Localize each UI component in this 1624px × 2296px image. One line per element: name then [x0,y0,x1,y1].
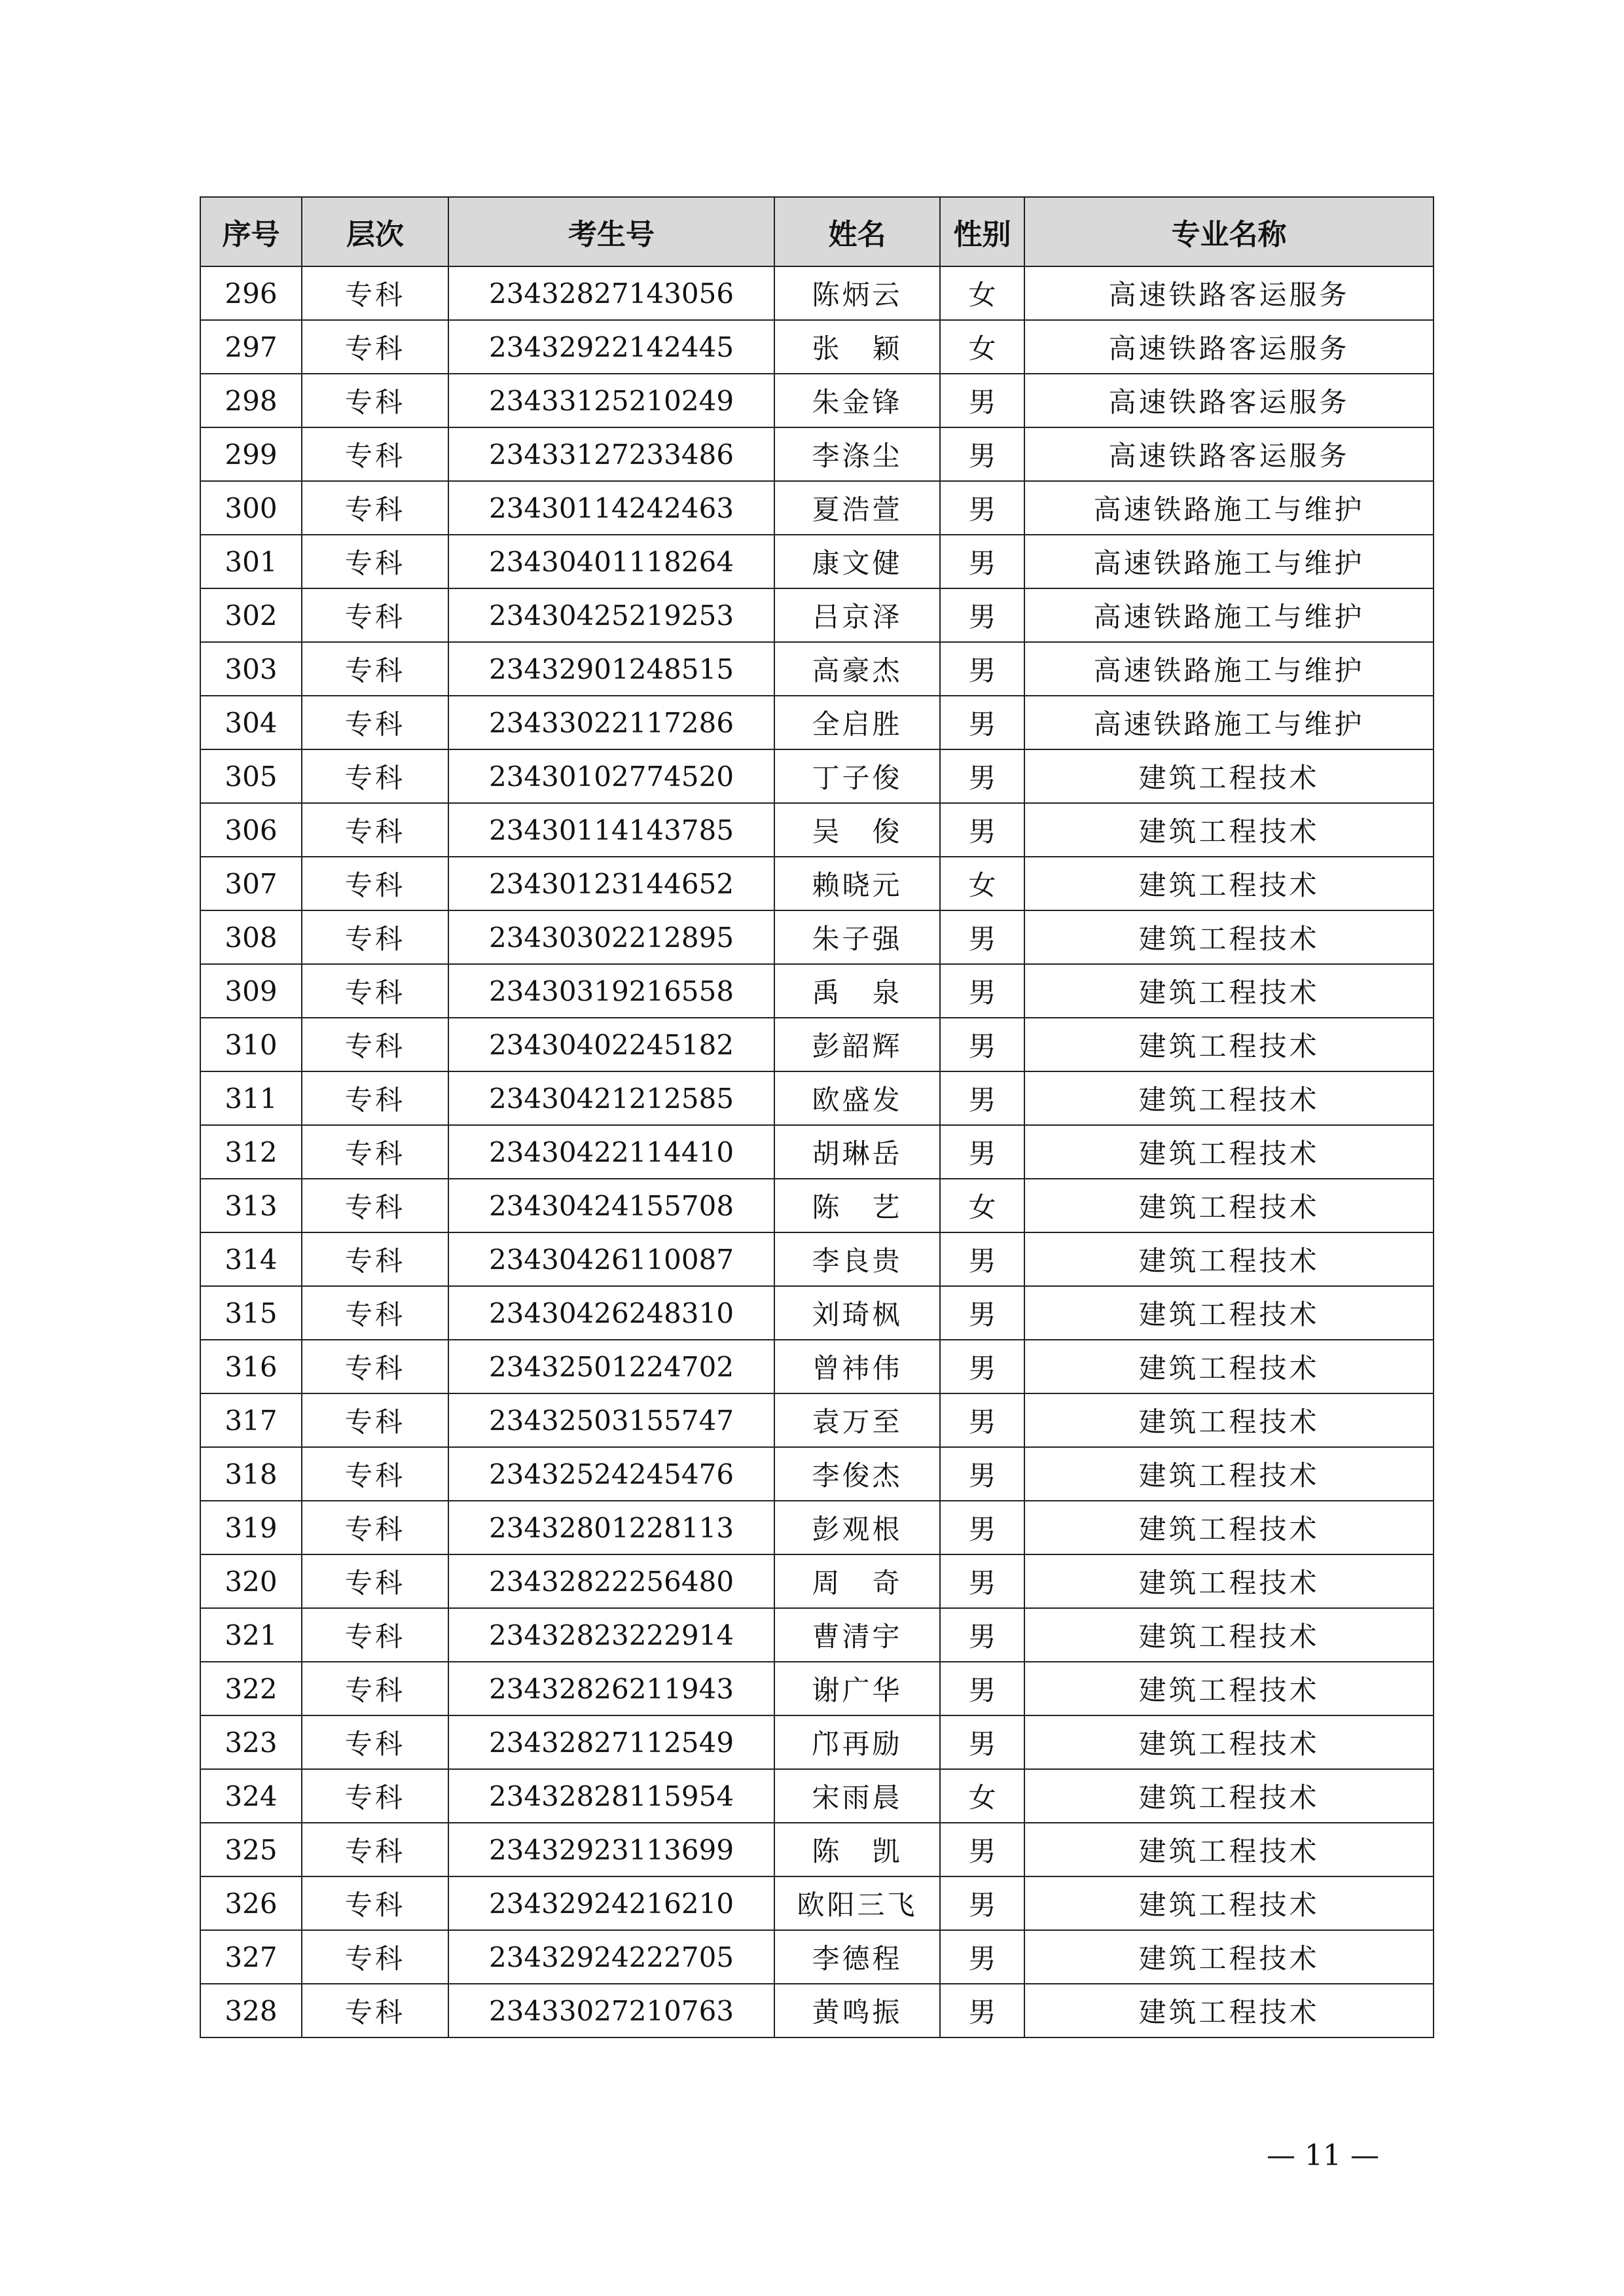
cell-name: 丁子俊 [774,749,940,803]
cell-gender: 男 [940,1340,1024,1393]
cell-name: 曾祎伟 [774,1340,940,1393]
cell-name: 陈炳云 [774,266,940,320]
table-row [200,1340,1434,1393]
cell-gender: 男 [940,1447,1024,1501]
cell-major: 建筑工程技术 [1024,1018,1434,1071]
cell-major: 建筑工程技术 [1024,1608,1434,1662]
table-row [200,1286,1434,1340]
cell-level: 专科 [302,696,448,749]
table-row [200,1501,1434,1554]
cell-name: 欧阳三飞 [774,1876,940,1930]
cell-gender: 男 [940,1984,1024,2037]
cell-major: 建筑工程技术 [1024,1071,1434,1125]
cell-gender: 女 [940,1769,1024,1823]
cell-major: 建筑工程技术 [1024,1662,1434,1715]
cell-serial: 306 [200,803,302,857]
cell-major: 建筑工程技术 [1024,1876,1434,1930]
cell-name: 吕京泽 [774,588,940,642]
cell-exam-number: 23430302212895 [448,910,774,964]
cell-gender: 男 [940,1662,1024,1715]
cell-level: 专科 [302,1286,448,1340]
header-level: 层次 [302,197,448,266]
cell-level: 专科 [302,803,448,857]
cell-level: 专科 [302,535,448,588]
cell-exam-number: 23432826211943 [448,1662,774,1715]
cell-exam-number: 23432503155747 [448,1393,774,1447]
cell-exam-number: 23430114242463 [448,481,774,535]
cell-gender: 女 [940,857,1024,910]
cell-name: 禹 泉 [774,964,940,1018]
cell-serial: 315 [200,1286,302,1340]
cell-major: 建筑工程技术 [1024,1984,1434,2037]
cell-exam-number: 23433022117286 [448,696,774,749]
cell-level: 专科 [302,1340,448,1393]
cell-level: 专科 [302,749,448,803]
cell-gender: 男 [940,588,1024,642]
cell-name: 高豪杰 [774,642,940,696]
cell-exam-number: 23432501224702 [448,1340,774,1393]
cell-serial: 314 [200,1232,302,1286]
cell-level: 专科 [302,1447,448,1501]
cell-exam-number: 23430426248310 [448,1286,774,1340]
table-row [200,588,1434,642]
table-row [200,1393,1434,1447]
cell-serial: 319 [200,1501,302,1554]
cell-exam-number: 23430401118264 [448,535,774,588]
cell-serial: 311 [200,1071,302,1125]
cell-name: 李德程 [774,1930,940,1984]
cell-serial: 305 [200,749,302,803]
cell-gender: 男 [940,964,1024,1018]
cell-serial: 298 [200,374,302,427]
header-gender: 性别 [940,197,1024,266]
cell-gender: 男 [940,1501,1024,1554]
table-row [200,1608,1434,1662]
cell-exam-number: 23433027210763 [448,1984,774,2037]
cell-level: 专科 [302,588,448,642]
cell-exam-number: 23430102774520 [448,749,774,803]
table-row [200,481,1434,535]
cell-gender: 男 [940,1232,1024,1286]
cell-serial: 301 [200,535,302,588]
table-row [200,1232,1434,1286]
cell-major: 高速铁路客运服务 [1024,266,1434,320]
cell-serial: 304 [200,696,302,749]
cell-name: 全启胜 [774,696,940,749]
cell-exam-number: 23432901248515 [448,642,774,696]
table-row [200,1876,1434,1930]
cell-serial: 312 [200,1125,302,1179]
cell-major: 高速铁路客运服务 [1024,427,1434,481]
cell-exam-number: 23432827112549 [448,1715,774,1769]
cell-serial: 303 [200,642,302,696]
cell-major: 建筑工程技术 [1024,910,1434,964]
cell-major: 建筑工程技术 [1024,749,1434,803]
cell-name: 袁万至 [774,1393,940,1447]
cell-serial: 325 [200,1823,302,1876]
cell-name: 朱子强 [774,910,940,964]
cell-level: 专科 [302,1393,448,1447]
cell-name: 谢广华 [774,1662,940,1715]
table-row [200,1823,1434,1876]
cell-serial: 302 [200,588,302,642]
cell-exam-number: 23432922142445 [448,320,774,374]
cell-name: 李涤尘 [774,427,940,481]
cell-gender: 男 [940,1823,1024,1876]
cell-major: 建筑工程技术 [1024,1340,1434,1393]
cell-level: 专科 [302,964,448,1018]
table-row [200,803,1434,857]
cell-exam-number: 23432822256480 [448,1554,774,1608]
cell-level: 专科 [302,1715,448,1769]
table-row [200,320,1434,374]
cell-level: 专科 [302,1769,448,1823]
header-name: 姓名 [774,197,940,266]
cell-gender: 男 [940,1125,1024,1179]
cell-level: 专科 [302,1823,448,1876]
cell-exam-number: 23433127233486 [448,427,774,481]
table-header [200,197,1434,266]
cell-serial: 310 [200,1018,302,1071]
cell-exam-number: 23432827143056 [448,266,774,320]
cell-serial: 297 [200,320,302,374]
cell-exam-number: 23432823222914 [448,1608,774,1662]
table-row [200,1071,1434,1125]
header-row [200,197,1434,266]
cell-major: 高速铁路施工与维护 [1024,696,1434,749]
cell-name: 彭观根 [774,1501,940,1554]
cell-major: 高速铁路施工与维护 [1024,642,1434,696]
cell-serial: 307 [200,857,302,910]
header-major: 专业名称 [1024,197,1434,266]
header-exam-number: 考生号 [448,197,774,266]
cell-level: 专科 [302,374,448,427]
cell-gender: 男 [940,374,1024,427]
cell-gender: 男 [940,1071,1024,1125]
table-row [200,1554,1434,1608]
cell-major: 高速铁路施工与维护 [1024,588,1434,642]
cell-gender: 男 [940,1393,1024,1447]
cell-name: 欧盛发 [774,1071,940,1125]
cell-major: 建筑工程技术 [1024,803,1434,857]
cell-level: 专科 [302,1876,448,1930]
table-row [200,964,1434,1018]
cell-name: 夏浩萱 [774,481,940,535]
cell-exam-number: 23430114143785 [448,803,774,857]
cell-serial: 321 [200,1608,302,1662]
cell-major: 建筑工程技术 [1024,1930,1434,1984]
cell-exam-number: 23432924222705 [448,1930,774,1984]
cell-gender: 男 [940,642,1024,696]
cell-name: 赖晓元 [774,857,940,910]
page-number: — 11 — [1267,2139,1379,2172]
cell-exam-number: 23432828115954 [448,1769,774,1823]
cell-exam-number: 23432923113699 [448,1823,774,1876]
header-serial: 序号 [200,197,302,266]
table-row [200,1125,1434,1179]
cell-serial: 324 [200,1769,302,1823]
table-row [200,910,1434,964]
cell-serial: 308 [200,910,302,964]
cell-serial: 316 [200,1340,302,1393]
cell-level: 专科 [302,1608,448,1662]
cell-serial: 323 [200,1715,302,1769]
table-row [200,857,1434,910]
cell-name: 李俊杰 [774,1447,940,1501]
cell-level: 专科 [302,1071,448,1125]
cell-major: 建筑工程技术 [1024,1769,1434,1823]
table-row [200,1930,1434,1984]
admission-roster-table [200,196,1434,2038]
cell-gender: 男 [940,1930,1024,1984]
cell-major: 高速铁路施工与维护 [1024,535,1434,588]
cell-gender: 男 [940,1715,1024,1769]
cell-gender: 女 [940,266,1024,320]
cell-major: 建筑工程技术 [1024,1125,1434,1179]
cell-name: 邝再励 [774,1715,940,1769]
cell-level: 专科 [302,642,448,696]
cell-level: 专科 [302,320,448,374]
cell-gender: 男 [940,1554,1024,1608]
cell-exam-number: 23430422114410 [448,1125,774,1179]
cell-name: 朱金锋 [774,374,940,427]
cell-exam-number: 23433125210249 [448,374,774,427]
table-row [200,1984,1434,2037]
cell-serial: 326 [200,1876,302,1930]
table-row [200,1662,1434,1715]
cell-level: 专科 [302,1125,448,1179]
cell-gender: 男 [940,749,1024,803]
cell-level: 专科 [302,1554,448,1608]
cell-serial: 328 [200,1984,302,2037]
cell-gender: 男 [940,803,1024,857]
cell-serial: 318 [200,1447,302,1501]
cell-major: 建筑工程技术 [1024,1393,1434,1447]
table-row [200,1447,1434,1501]
cell-gender: 男 [940,910,1024,964]
cell-level: 专科 [302,427,448,481]
cell-gender: 男 [940,481,1024,535]
cell-name: 康文健 [774,535,940,588]
cell-gender: 女 [940,1179,1024,1232]
table-row [200,1715,1434,1769]
table-row [200,1018,1434,1071]
cell-major: 建筑工程技术 [1024,964,1434,1018]
cell-name: 宋雨晨 [774,1769,940,1823]
cell-name: 刘琦枫 [774,1286,940,1340]
cell-exam-number: 23432924216210 [448,1876,774,1930]
cell-exam-number: 23432524245476 [448,1447,774,1501]
cell-serial: 317 [200,1393,302,1447]
cell-name: 黄鸣振 [774,1984,940,2037]
cell-name: 曹清宇 [774,1608,940,1662]
cell-level: 专科 [302,1232,448,1286]
cell-major: 建筑工程技术 [1024,1286,1434,1340]
cell-exam-number: 23430425219253 [448,588,774,642]
cell-level: 专科 [302,910,448,964]
cell-major: 高速铁路客运服务 [1024,374,1434,427]
cell-name: 周 奇 [774,1554,940,1608]
cell-gender: 男 [940,427,1024,481]
cell-exam-number: 23430421212585 [448,1071,774,1125]
table-body [200,266,1434,2037]
cell-major: 高速铁路客运服务 [1024,320,1434,374]
cell-level: 专科 [302,1930,448,1984]
cell-name: 胡琳岳 [774,1125,940,1179]
cell-major: 建筑工程技术 [1024,1501,1434,1554]
table-row [200,749,1434,803]
cell-name: 张 颖 [774,320,940,374]
cell-major: 建筑工程技术 [1024,857,1434,910]
table-row [200,427,1434,481]
cell-gender: 男 [940,1286,1024,1340]
table-row [200,1769,1434,1823]
cell-serial: 299 [200,427,302,481]
table-row [200,1179,1434,1232]
cell-major: 高速铁路施工与维护 [1024,481,1434,535]
cell-gender: 男 [940,696,1024,749]
cell-exam-number: 23430424155708 [448,1179,774,1232]
cell-serial: 313 [200,1179,302,1232]
cell-level: 专科 [302,1018,448,1071]
cell-gender: 男 [940,1018,1024,1071]
cell-serial: 327 [200,1930,302,1984]
cell-level: 专科 [302,1179,448,1232]
table-row [200,535,1434,588]
cell-level: 专科 [302,1984,448,2037]
cell-gender: 男 [940,1608,1024,1662]
cell-serial: 309 [200,964,302,1018]
cell-name: 李良贵 [774,1232,940,1286]
cell-level: 专科 [302,1662,448,1715]
cell-major: 建筑工程技术 [1024,1823,1434,1876]
cell-level: 专科 [302,481,448,535]
cell-gender: 男 [940,1876,1024,1930]
cell-name: 彭韶辉 [774,1018,940,1071]
cell-level: 专科 [302,857,448,910]
cell-major: 建筑工程技术 [1024,1554,1434,1608]
cell-gender: 男 [940,535,1024,588]
cell-gender: 女 [940,320,1024,374]
cell-serial: 300 [200,481,302,535]
cell-exam-number: 23430123144652 [448,857,774,910]
cell-exam-number: 23430319216558 [448,964,774,1018]
cell-major: 建筑工程技术 [1024,1447,1434,1501]
cell-serial: 322 [200,1662,302,1715]
cell-serial: 320 [200,1554,302,1608]
table-row [200,696,1434,749]
cell-exam-number: 23432801228113 [448,1501,774,1554]
cell-name: 陈 凯 [774,1823,940,1876]
table-row [200,266,1434,320]
cell-exam-number: 23430402245182 [448,1018,774,1071]
cell-level: 专科 [302,1501,448,1554]
cell-serial: 296 [200,266,302,320]
cell-level: 专科 [302,266,448,320]
cell-exam-number: 23430426110087 [448,1232,774,1286]
cell-name: 陈 艺 [774,1179,940,1232]
table-row [200,642,1434,696]
table-row [200,374,1434,427]
cell-major: 建筑工程技术 [1024,1715,1434,1769]
cell-name: 吴 俊 [774,803,940,857]
cell-major: 建筑工程技术 [1024,1232,1434,1286]
cell-major: 建筑工程技术 [1024,1179,1434,1232]
